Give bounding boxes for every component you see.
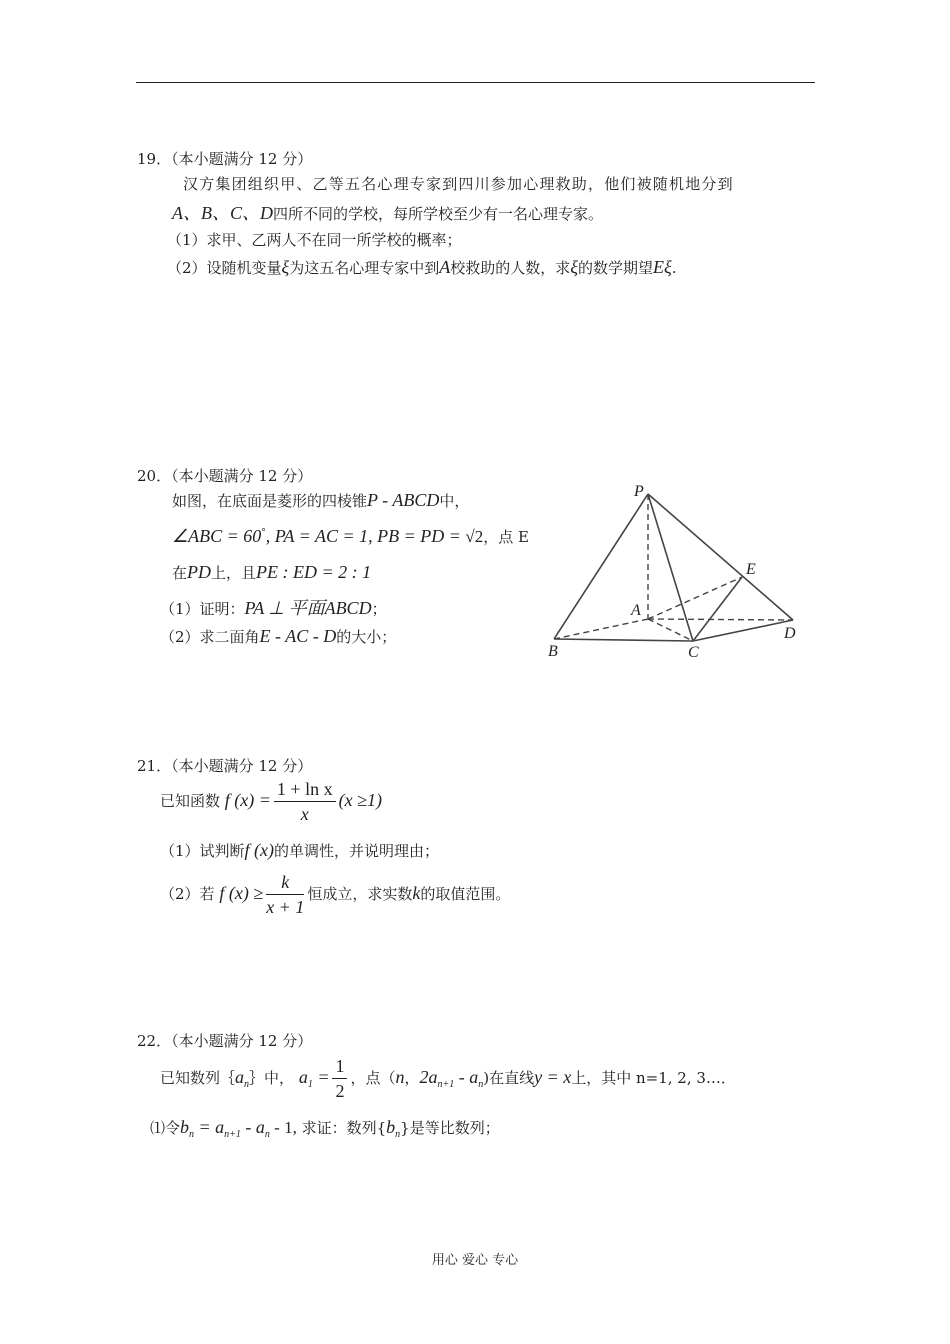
q22-text-f: 上，其中 n=1, 2, 3…． bbox=[571, 1069, 736, 1087]
q21-subquestion-2 bbox=[160, 872, 510, 918]
q20-s1-end: ； bbox=[371, 600, 387, 618]
edge-PD bbox=[648, 494, 793, 620]
q21-k: k bbox=[412, 883, 421, 903]
vertex-label-P: P bbox=[634, 483, 644, 500]
q20-s1-text: （1）证明： bbox=[160, 600, 245, 618]
q21-s2-text-b: 恒成立，求实数 bbox=[307, 885, 413, 903]
q22-text-b: ｝中， bbox=[249, 1069, 295, 1087]
q20-l1-end: 中， bbox=[439, 492, 470, 510]
vertex-label-A: A bbox=[631, 602, 641, 619]
q19-subquestion-2 bbox=[167, 257, 677, 278]
q21-heading: 21．（本小题满分 12 分） bbox=[137, 757, 313, 775]
q21-subquestion-1 bbox=[160, 840, 439, 861]
q22-minus-a: - a bbox=[454, 1067, 479, 1087]
q20-ratio: PE : ED = 2 : 1 bbox=[256, 562, 372, 582]
q22-a1: a bbox=[298, 1067, 308, 1087]
q22-text-d: ， bbox=[404, 1069, 420, 1087]
q20-s1-math: PA ⊥ 平面ABCD bbox=[244, 598, 372, 618]
q21-domain: (x ≥1) bbox=[338, 790, 382, 810]
q22-s1-minus: - a bbox=[240, 1117, 265, 1137]
page-footer: 用心 爱心 专心 bbox=[431, 1253, 519, 1268]
q22-n: n bbox=[395, 1067, 405, 1087]
q19-xi: ξ bbox=[281, 257, 290, 277]
edge-AC bbox=[648, 619, 693, 641]
q21-function: f (x) = bbox=[224, 790, 271, 810]
q22-numerator: 1 bbox=[332, 1056, 347, 1079]
q22-s1-eq: = a bbox=[194, 1117, 225, 1137]
q20-line2 bbox=[172, 526, 529, 547]
q20-l3-text-a: 在 bbox=[172, 564, 188, 582]
q21-s2-fraction bbox=[266, 872, 304, 918]
q19-subquestion-1: （1）求甲、乙两人不在同一所学校的概率； bbox=[167, 231, 462, 249]
q21-s2-function: f (x) ≥ bbox=[219, 883, 264, 903]
q22-sub-n: n bbox=[244, 1079, 250, 1090]
q22-s1-sub-np1: n+1 bbox=[224, 1129, 241, 1140]
q21-s1-function: f (x) bbox=[244, 840, 275, 860]
q20-heading: 20．（本小题满分 12 分） bbox=[137, 467, 313, 485]
q20-l1-text: 如图，在底面是菱形的四棱锥 bbox=[172, 492, 368, 510]
q22-sub-1: 1 bbox=[307, 1079, 313, 1090]
edge-AE bbox=[648, 577, 742, 619]
q20-line1 bbox=[172, 490, 469, 511]
q22-eq: = bbox=[312, 1067, 330, 1087]
q21-s2-denominator: x + 1 bbox=[266, 897, 305, 917]
q20-s2-text: （2）求二面角 bbox=[160, 628, 260, 646]
edge-BA bbox=[554, 619, 648, 639]
q22-line-yx: y = x bbox=[534, 1067, 572, 1087]
header-rule bbox=[136, 82, 815, 83]
q22-denominator: 2 bbox=[335, 1081, 345, 1101]
q22-2a: 2a bbox=[419, 1067, 438, 1087]
q19-expectation: Eξ bbox=[653, 257, 672, 277]
vertex-label-C: C bbox=[688, 644, 699, 660]
q19-s2-text-a: （2）设随机变量 bbox=[167, 259, 282, 277]
q20-l2-end: ，点 E bbox=[483, 528, 529, 546]
q22-text-e: )在直线 bbox=[483, 1069, 535, 1087]
q22-s1-minus-one: - 1, bbox=[269, 1118, 297, 1137]
q21-line1 bbox=[160, 779, 382, 825]
pyramid-figure bbox=[545, 480, 805, 660]
q22-s1-sub-n-2: n bbox=[264, 1129, 270, 1140]
q21-l1-text: 已知函数 bbox=[160, 792, 221, 810]
q22-sub-np1: n+1 bbox=[437, 1079, 455, 1090]
q21-s2-end: 的取值范围。 bbox=[420, 885, 511, 903]
q19-school-A: A bbox=[439, 257, 451, 277]
q22-s1-end: }是等比数列； bbox=[400, 1119, 500, 1137]
vertex-label-E: E bbox=[746, 561, 756, 578]
q19-s2-text-c: 校救助的人数，求 bbox=[450, 259, 571, 277]
q22-text-c: ，点（ bbox=[350, 1069, 396, 1087]
q19-paragraph-rest: 四所不同的学校，每所学校至少有一名心理专家。 bbox=[273, 205, 604, 223]
q22-subquestion-1 bbox=[150, 1117, 500, 1140]
q20-lengths: , PA = AC = 1, PB = PD = bbox=[265, 526, 466, 546]
q20-s2-end: 的大小； bbox=[336, 628, 397, 646]
q20-dihedral-angle: E - AC - D bbox=[259, 626, 337, 646]
q22-b-2: b bbox=[386, 1117, 396, 1137]
q19-s2-end: . bbox=[671, 259, 677, 277]
q22-fraction bbox=[332, 1056, 347, 1102]
edge-BC bbox=[554, 639, 693, 641]
q20-angle: ∠ABC = 60 bbox=[172, 526, 262, 546]
q22-s1-sub-n: n bbox=[189, 1129, 195, 1140]
q21-fraction bbox=[274, 779, 336, 825]
q19-school-letters: A、B、C、D bbox=[172, 203, 273, 223]
q20-pyramid-name: P - ABCD bbox=[367, 490, 440, 510]
q19-s2-text-b: 为这五名心理专家中到 bbox=[289, 259, 440, 277]
q20-line3 bbox=[172, 562, 371, 583]
q21-s1-end: 的单调性，并说明理由； bbox=[274, 842, 440, 860]
edge-CD bbox=[693, 620, 793, 641]
edge-AD bbox=[648, 619, 793, 620]
q21-s1-text: （1）试判断 bbox=[160, 842, 245, 860]
q19-s2-text-d: 的数学期望 bbox=[578, 259, 654, 277]
q19-paragraph-line2 bbox=[172, 199, 603, 225]
q22-line1 bbox=[160, 1056, 736, 1102]
q22-s1-text: ⑴令 bbox=[150, 1119, 181, 1137]
q20-sqrt2: √2 bbox=[465, 527, 484, 546]
q22-heading: 22．（本小题满分 12 分） bbox=[137, 1032, 313, 1050]
q22-a: a bbox=[235, 1067, 245, 1087]
q22-sub-n-2: n bbox=[478, 1079, 484, 1090]
edge-CE bbox=[693, 577, 742, 641]
q19-heading: 19．（本小题满分 12 分） bbox=[137, 150, 313, 168]
q22-s1-text-c: 求证：数列{ bbox=[296, 1119, 387, 1137]
q19-paragraph-line1: 汉方集团组织甲、乙等五名心理专家到四川参加心理救助，他们被随机地分到 bbox=[183, 175, 734, 193]
q21-numerator: 1 + ln x bbox=[274, 779, 336, 802]
q22-b: b bbox=[180, 1117, 190, 1137]
q22-s1-sub-n-3: n bbox=[395, 1129, 401, 1140]
vertex-label-D: D bbox=[784, 625, 796, 642]
q21-s2-text: （2）若 bbox=[160, 885, 215, 903]
q19-xi-2: ξ bbox=[570, 257, 579, 277]
q21-denominator: x bbox=[300, 804, 309, 824]
vertex-label-B: B bbox=[548, 643, 558, 660]
q20-l3-text-b: 上，且 bbox=[211, 564, 257, 582]
q20-segment-PD: PD bbox=[187, 562, 212, 582]
q22-text-a: 已知数列｛ bbox=[160, 1069, 236, 1087]
q21-s2-numerator: k bbox=[266, 872, 304, 895]
q20-subquestion-2 bbox=[160, 626, 396, 647]
q20-subquestion-1 bbox=[160, 594, 387, 620]
q20-degree: ° bbox=[261, 528, 266, 538]
